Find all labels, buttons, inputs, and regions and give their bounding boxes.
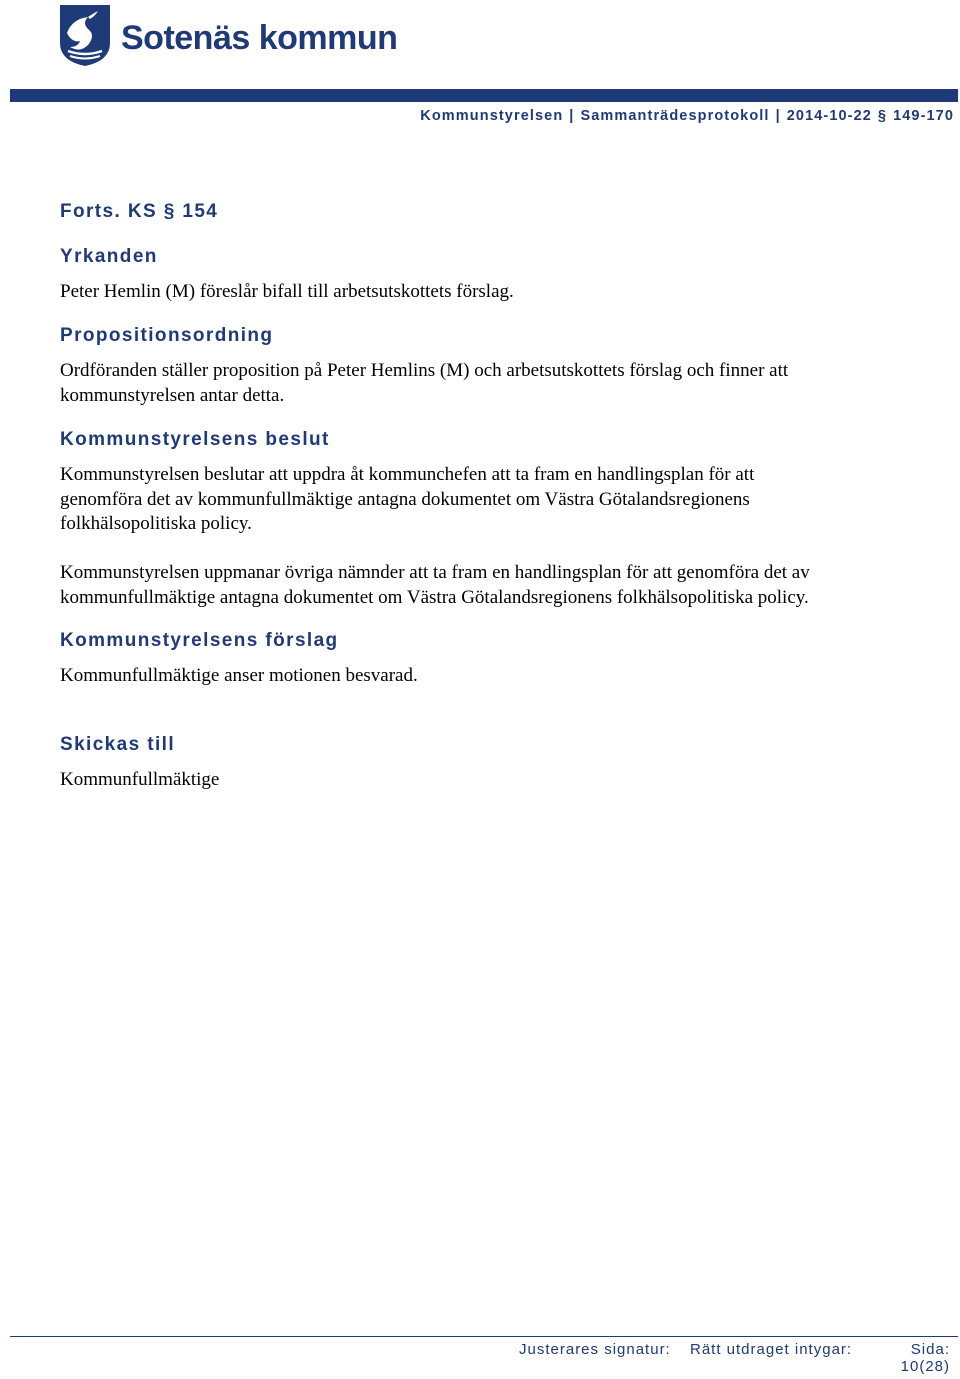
document-header [420,108,954,124]
text-line: folkhälsopolitiska policy. [60,513,252,534]
section-text-beslut-1 [60,463,940,537]
section-heading-propositionsordning: Propositionsordning [60,325,274,346]
section-heading-skickas: Skickas till [60,734,176,755]
footer-justerares-signatur: Justerares signatur: [519,1341,671,1358]
footer-page-number: 10(28) [900,1358,950,1375]
section-heading-forslag: Kommunstyrelsens förslag [60,630,339,651]
header-document-type: Sammanträdesprotokoll [580,108,770,124]
header-date: 2014-10-22 [786,108,872,124]
section-text-yrkanden: Peter Hemlin (M) föreslår bifall till arbetsutskottets förslag. [60,281,514,302]
header-separator: § [877,108,888,124]
header-paragraphs: 149-170 [893,108,954,124]
section-text-beslut-2 [60,561,940,610]
municipality-crest-icon [58,3,112,67]
footer-divider [10,1336,958,1337]
text-line: genomföra det av kommunfullmäktige antagna dokumentet om Västra Götalandsregionens [60,488,750,510]
section-heading-beslut: Kommunstyrelsens beslut [60,429,330,450]
header-separator: | [569,108,575,124]
text-line: Kommunstyrelsen beslutar att uppdra åt kommunchefen att ta fram en handlingsplan för att [60,464,755,485]
section-text-forslag: Kommunfullmäktige anser motionen besvarad. [60,665,418,686]
footer-sida-label: Sida: [910,1341,950,1358]
section-text-propositionsordning [60,359,940,408]
header-separator: | [775,108,781,124]
header-bar [10,89,958,102]
text-line: kommunstyrelsen antar detta. [60,384,285,406]
page-title: Forts. KS § 154 [60,201,219,222]
text-line: kommunfullmäktige antagna dokumentet om Västra Götalandsregionens folkhälsopolitiska policy. [60,586,809,608]
section-text-skickas: Kommunfullmäktige [60,769,220,790]
text-line: Kommunstyrelsen uppmanar övriga nämnder att ta fram en handlingsplan för att genomföra det av [60,562,810,583]
logo-text: Sotenäs kommun [121,18,398,57]
text-line: Ordföranden ställer proposition på Peter Hemlins (M) och arbetsutskottets förslag och finner att [60,360,789,381]
section-heading-yrkanden: Yrkanden [60,246,158,267]
header-body: Kommunstyrelsen [420,108,564,124]
footer-ratt-utdraget: Rätt utdraget intygar: [690,1341,853,1358]
logo [58,3,397,67]
